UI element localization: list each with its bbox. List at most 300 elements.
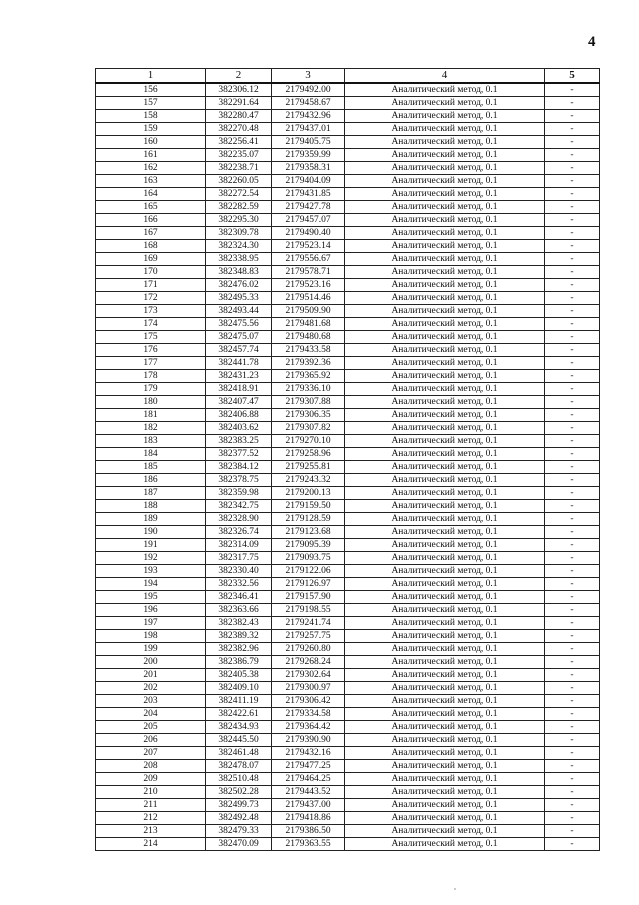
point-number-cell: 173 <box>96 305 206 318</box>
x-coordinate-cell: 382256.41 <box>206 136 272 149</box>
y-coordinate-cell: 2179418.86 <box>272 812 345 825</box>
y-coordinate-cell: 2179159.50 <box>272 500 345 513</box>
y-coordinate-cell: 2179464.25 <box>272 773 345 786</box>
point-number-cell: 159 <box>96 123 206 136</box>
y-coordinate-cell: 2179122.06 <box>272 565 345 578</box>
x-coordinate-cell: 382493.44 <box>206 305 272 318</box>
table-row <box>96 526 600 539</box>
description-cell: - <box>545 83 600 97</box>
x-coordinate-cell: 382282.59 <box>206 201 272 214</box>
method-cell: Аналитический метод, 0.1 <box>345 292 545 305</box>
y-coordinate-cell: 2179270.10 <box>272 435 345 448</box>
table-body <box>96 83 600 851</box>
table-row <box>96 136 600 149</box>
y-coordinate-cell: 2179404.09 <box>272 175 345 188</box>
method-cell: Аналитический метод, 0.1 <box>345 240 545 253</box>
description-cell: - <box>545 266 600 279</box>
point-number-cell: 176 <box>96 344 206 357</box>
point-number-cell: 209 <box>96 773 206 786</box>
y-coordinate-cell: 2179095.39 <box>272 539 345 552</box>
x-coordinate-cell: 382445.50 <box>206 734 272 747</box>
point-number-cell: 188 <box>96 500 206 513</box>
point-number-cell: 164 <box>96 188 206 201</box>
point-number-cell: 195 <box>96 591 206 604</box>
table-row <box>96 578 600 591</box>
x-coordinate-cell: 382478.07 <box>206 760 272 773</box>
table-row <box>96 240 600 253</box>
method-cell: Аналитический метод, 0.1 <box>345 760 545 773</box>
method-cell: Аналитический метод, 0.1 <box>345 500 545 513</box>
description-cell: - <box>545 734 600 747</box>
x-coordinate-cell: 382409.10 <box>206 682 272 695</box>
y-coordinate-cell: 2179481.68 <box>272 318 345 331</box>
method-cell: Аналитический метод, 0.1 <box>345 266 545 279</box>
x-coordinate-cell: 382403.62 <box>206 422 272 435</box>
x-coordinate-cell: 382383.25 <box>206 435 272 448</box>
point-number-cell: 178 <box>96 370 206 383</box>
table-row <box>96 734 600 747</box>
y-coordinate-cell: 2179492.00 <box>272 83 345 97</box>
description-cell: - <box>545 604 600 617</box>
y-coordinate-cell: 2179243.32 <box>272 474 345 487</box>
method-cell: Аналитический метод, 0.1 <box>345 799 545 812</box>
x-coordinate-cell: 382306.12 <box>206 83 272 97</box>
y-coordinate-cell: 2179509.90 <box>272 305 345 318</box>
table-row <box>96 214 600 227</box>
y-coordinate-cell: 2179268.24 <box>272 656 345 669</box>
method-cell: Аналитический метод, 0.1 <box>345 175 545 188</box>
description-cell: - <box>545 253 600 266</box>
description-cell: - <box>545 825 600 838</box>
point-number-cell: 211 <box>96 799 206 812</box>
method-cell: Аналитический метод, 0.1 <box>345 331 545 344</box>
description-cell: - <box>545 669 600 682</box>
description-cell: - <box>545 656 600 669</box>
point-number-cell: 172 <box>96 292 206 305</box>
point-number-cell: 162 <box>96 162 206 175</box>
x-coordinate-cell: 382342.75 <box>206 500 272 513</box>
x-coordinate-cell: 382405.38 <box>206 669 272 682</box>
table-row <box>96 669 600 682</box>
point-number-cell: 194 <box>96 578 206 591</box>
table-row <box>96 474 600 487</box>
y-coordinate-cell: 2179336.10 <box>272 383 345 396</box>
table-row <box>96 513 600 526</box>
point-number-cell: 161 <box>96 149 206 162</box>
table-row <box>96 162 600 175</box>
point-number-cell: 189 <box>96 513 206 526</box>
table-row <box>96 461 600 474</box>
point-number-cell: 165 <box>96 201 206 214</box>
method-cell: Аналитический метод, 0.1 <box>345 370 545 383</box>
x-coordinate-cell: 382502.28 <box>206 786 272 799</box>
y-coordinate-cell: 2179157.90 <box>272 591 345 604</box>
y-coordinate-cell: 2179477.25 <box>272 760 345 773</box>
description-cell: - <box>545 214 600 227</box>
y-coordinate-cell: 2179307.88 <box>272 396 345 409</box>
point-number-cell: 174 <box>96 318 206 331</box>
table-row <box>96 773 600 786</box>
description-cell: - <box>545 591 600 604</box>
method-cell: Аналитический метод, 0.1 <box>345 201 545 214</box>
description-cell: - <box>545 240 600 253</box>
method-cell: Аналитический метод, 0.1 <box>345 695 545 708</box>
method-cell: Аналитический метод, 0.1 <box>345 448 545 461</box>
description-cell: - <box>545 149 600 162</box>
description-cell: - <box>545 318 600 331</box>
y-coordinate-cell: 2179392.36 <box>272 357 345 370</box>
y-coordinate-cell: 2179457.07 <box>272 214 345 227</box>
y-coordinate-cell: 2179405.75 <box>272 136 345 149</box>
method-cell: Аналитический метод, 0.1 <box>345 552 545 565</box>
method-cell: Аналитический метод, 0.1 <box>345 474 545 487</box>
table-row <box>96 383 600 396</box>
description-cell: - <box>545 526 600 539</box>
method-cell: Аналитический метод, 0.1 <box>345 630 545 643</box>
table-row <box>96 799 600 812</box>
table-row <box>96 357 600 370</box>
y-coordinate-cell: 2179126.97 <box>272 578 345 591</box>
point-number-cell: 201 <box>96 669 206 682</box>
x-coordinate-cell: 382461.48 <box>206 747 272 760</box>
point-number-cell: 168 <box>96 240 206 253</box>
point-number-cell: 183 <box>96 435 206 448</box>
y-coordinate-cell: 2179458.67 <box>272 97 345 110</box>
method-cell: Аналитический метод, 0.1 <box>345 617 545 630</box>
method-cell: Аналитический метод, 0.1 <box>345 604 545 617</box>
description-cell: - <box>545 383 600 396</box>
table-row <box>96 682 600 695</box>
method-cell: Аналитический метод, 0.1 <box>345 734 545 747</box>
table-row <box>96 565 600 578</box>
method-cell: Аналитический метод, 0.1 <box>345 110 545 123</box>
y-coordinate-cell: 2179306.35 <box>272 409 345 422</box>
method-cell: Аналитический метод, 0.1 <box>345 396 545 409</box>
table-row <box>96 448 600 461</box>
method-cell: Аналитический метод, 0.1 <box>345 539 545 552</box>
x-coordinate-cell: 382382.96 <box>206 643 272 656</box>
method-cell: Аналитический метод, 0.1 <box>345 227 545 240</box>
x-coordinate-cell: 382377.52 <box>206 448 272 461</box>
y-coordinate-cell: 2179359.99 <box>272 149 345 162</box>
x-coordinate-cell: 382272.54 <box>206 188 272 201</box>
table-row <box>96 812 600 825</box>
x-coordinate-cell: 382330.40 <box>206 565 272 578</box>
method-cell: Аналитический метод, 0.1 <box>345 357 545 370</box>
x-coordinate-cell: 382332.56 <box>206 578 272 591</box>
y-coordinate-cell: 2179300.97 <box>272 682 345 695</box>
x-coordinate-cell: 382499.73 <box>206 799 272 812</box>
y-coordinate-cell: 2179556.67 <box>272 253 345 266</box>
point-number-cell: 185 <box>96 461 206 474</box>
point-number-cell: 203 <box>96 695 206 708</box>
point-number-cell: 205 <box>96 721 206 734</box>
x-coordinate-cell: 382280.47 <box>206 110 272 123</box>
table-row <box>96 370 600 383</box>
y-coordinate-cell: 2179433.58 <box>272 344 345 357</box>
description-cell: - <box>545 812 600 825</box>
point-number-cell: 202 <box>96 682 206 695</box>
point-number-cell: 190 <box>96 526 206 539</box>
description-cell: - <box>545 539 600 552</box>
y-coordinate-cell: 2179431.85 <box>272 188 345 201</box>
x-coordinate-cell: 382378.75 <box>206 474 272 487</box>
description-cell: - <box>545 786 600 799</box>
scan-speck <box>454 888 456 890</box>
point-number-cell: 171 <box>96 279 206 292</box>
description-cell: - <box>545 201 600 214</box>
table-row <box>96 318 600 331</box>
point-number-cell: 166 <box>96 214 206 227</box>
table-row <box>96 539 600 552</box>
y-coordinate-cell: 2179390.90 <box>272 734 345 747</box>
description-cell: - <box>545 279 600 292</box>
point-number-cell: 158 <box>96 110 206 123</box>
x-coordinate-cell: 382386.79 <box>206 656 272 669</box>
x-coordinate-cell: 382470.09 <box>206 838 272 851</box>
table-row <box>96 188 600 201</box>
method-cell: Аналитический метод, 0.1 <box>345 279 545 292</box>
method-cell: Аналитический метод, 0.1 <box>345 162 545 175</box>
table-row <box>96 617 600 630</box>
description-cell: - <box>545 162 600 175</box>
x-coordinate-cell: 382411.19 <box>206 695 272 708</box>
table-row <box>96 292 600 305</box>
point-number-cell: 191 <box>96 539 206 552</box>
table-row <box>96 201 600 214</box>
x-coordinate-cell: 382317.75 <box>206 552 272 565</box>
point-number-cell: 204 <box>96 708 206 721</box>
description-cell: - <box>545 682 600 695</box>
method-cell: Аналитический метод, 0.1 <box>345 305 545 318</box>
table-row <box>96 695 600 708</box>
method-cell: Аналитический метод, 0.1 <box>345 318 545 331</box>
description-cell: - <box>545 461 600 474</box>
table-row <box>96 838 600 851</box>
method-cell: Аналитический метод, 0.1 <box>345 565 545 578</box>
table-row <box>96 643 600 656</box>
description-cell: - <box>545 370 600 383</box>
method-cell: Аналитический метод, 0.1 <box>345 656 545 669</box>
table-row <box>96 253 600 266</box>
table-row <box>96 123 600 136</box>
description-cell: - <box>545 409 600 422</box>
y-coordinate-cell: 2179363.55 <box>272 838 345 851</box>
method-cell: Аналитический метод, 0.1 <box>345 149 545 162</box>
description-cell: - <box>545 188 600 201</box>
method-cell: Аналитический метод, 0.1 <box>345 812 545 825</box>
y-coordinate-cell: 2179523.16 <box>272 279 345 292</box>
x-coordinate-cell: 382235.07 <box>206 149 272 162</box>
table-row <box>96 409 600 422</box>
y-coordinate-cell: 2179307.82 <box>272 422 345 435</box>
column-header-x: 2 <box>206 69 272 84</box>
table-row <box>96 435 600 448</box>
point-number-cell: 180 <box>96 396 206 409</box>
table-row <box>96 487 600 500</box>
method-cell: Аналитический метод, 0.1 <box>345 591 545 604</box>
x-coordinate-cell: 382314.09 <box>206 539 272 552</box>
table-row <box>96 825 600 838</box>
description-cell: - <box>545 552 600 565</box>
point-number-cell: 208 <box>96 760 206 773</box>
x-coordinate-cell: 382295.30 <box>206 214 272 227</box>
x-coordinate-cell: 382492.48 <box>206 812 272 825</box>
description-cell: - <box>545 227 600 240</box>
method-cell: Аналитический метод, 0.1 <box>345 513 545 526</box>
y-coordinate-cell: 2179198.55 <box>272 604 345 617</box>
method-cell: Аналитический метод, 0.1 <box>345 708 545 721</box>
y-coordinate-cell: 2179200.13 <box>272 487 345 500</box>
method-cell: Аналитический метод, 0.1 <box>345 344 545 357</box>
point-number-cell: 157 <box>96 97 206 110</box>
x-coordinate-cell: 382348.83 <box>206 266 272 279</box>
description-cell: - <box>545 721 600 734</box>
page-number: 4 <box>588 34 596 50</box>
table-row <box>96 97 600 110</box>
x-coordinate-cell: 382418.91 <box>206 383 272 396</box>
x-coordinate-cell: 382406.88 <box>206 409 272 422</box>
method-cell: Аналитический метод, 0.1 <box>345 97 545 110</box>
method-cell: Аналитический метод, 0.1 <box>345 214 545 227</box>
description-cell: - <box>545 110 600 123</box>
point-number-cell: 206 <box>96 734 206 747</box>
table-row <box>96 552 600 565</box>
y-coordinate-cell: 2179578.71 <box>272 266 345 279</box>
point-number-cell: 181 <box>96 409 206 422</box>
x-coordinate-cell: 382441.78 <box>206 357 272 370</box>
y-coordinate-cell: 2179306.42 <box>272 695 345 708</box>
y-coordinate-cell: 2179302.64 <box>272 669 345 682</box>
method-cell: Аналитический метод, 0.1 <box>345 682 545 695</box>
y-coordinate-cell: 2179358.31 <box>272 162 345 175</box>
point-number-cell: 184 <box>96 448 206 461</box>
x-coordinate-cell: 382270.48 <box>206 123 272 136</box>
method-cell: Аналитический метод, 0.1 <box>345 123 545 136</box>
x-coordinate-cell: 382434.93 <box>206 721 272 734</box>
description-cell: - <box>545 175 600 188</box>
x-coordinate-cell: 382359.98 <box>206 487 272 500</box>
x-coordinate-cell: 382476.02 <box>206 279 272 292</box>
x-coordinate-cell: 382260.05 <box>206 175 272 188</box>
x-coordinate-cell: 382384.12 <box>206 461 272 474</box>
description-cell: - <box>545 136 600 149</box>
point-number-cell: 179 <box>96 383 206 396</box>
method-cell: Аналитический метод, 0.1 <box>345 747 545 760</box>
y-coordinate-cell: 2179443.52 <box>272 786 345 799</box>
y-coordinate-cell: 2179364.42 <box>272 721 345 734</box>
x-coordinate-cell: 382475.07 <box>206 331 272 344</box>
description-cell: - <box>545 838 600 851</box>
y-coordinate-cell: 2179437.00 <box>272 799 345 812</box>
point-number-cell: 192 <box>96 552 206 565</box>
x-coordinate-cell: 382309.78 <box>206 227 272 240</box>
point-number-cell: 160 <box>96 136 206 149</box>
x-coordinate-cell: 382328.90 <box>206 513 272 526</box>
method-cell: Аналитический метод, 0.1 <box>345 669 545 682</box>
description-cell: - <box>545 487 600 500</box>
x-coordinate-cell: 382422.61 <box>206 708 272 721</box>
method-cell: Аналитический метод, 0.1 <box>345 461 545 474</box>
method-cell: Аналитический метод, 0.1 <box>345 136 545 149</box>
table-row <box>96 396 600 409</box>
description-cell: - <box>545 474 600 487</box>
table-row <box>96 110 600 123</box>
table-row <box>96 83 600 97</box>
point-number-cell: 182 <box>96 422 206 435</box>
x-coordinate-cell: 382431.23 <box>206 370 272 383</box>
method-cell: Аналитический метод, 0.1 <box>345 409 545 422</box>
x-coordinate-cell: 382238.71 <box>206 162 272 175</box>
x-coordinate-cell: 382291.64 <box>206 97 272 110</box>
y-coordinate-cell: 2179523.14 <box>272 240 345 253</box>
description-cell: - <box>545 396 600 409</box>
table-row <box>96 149 600 162</box>
x-coordinate-cell: 382479.33 <box>206 825 272 838</box>
method-cell: Аналитический метод, 0.1 <box>345 487 545 500</box>
description-cell: - <box>545 331 600 344</box>
table-row <box>96 630 600 643</box>
method-cell: Аналитический метод, 0.1 <box>345 188 545 201</box>
point-number-cell: 169 <box>96 253 206 266</box>
y-coordinate-cell: 2179365.92 <box>272 370 345 383</box>
point-number-cell: 200 <box>96 656 206 669</box>
y-coordinate-cell: 2179480.68 <box>272 331 345 344</box>
point-number-cell: 199 <box>96 643 206 656</box>
y-coordinate-cell: 2179093.75 <box>272 552 345 565</box>
x-coordinate-cell: 382346.41 <box>206 591 272 604</box>
table-row <box>96 721 600 734</box>
method-cell: Аналитический метод, 0.1 <box>345 383 545 396</box>
method-cell: Аналитический метод, 0.1 <box>345 786 545 799</box>
point-number-cell: 177 <box>96 357 206 370</box>
description-cell: - <box>545 422 600 435</box>
description-cell: - <box>545 500 600 513</box>
y-coordinate-cell: 2179427.78 <box>272 201 345 214</box>
coordinates-table <box>95 68 600 851</box>
method-cell: Аналитический метод, 0.1 <box>345 825 545 838</box>
description-cell: - <box>545 760 600 773</box>
method-cell: Аналитический метод, 0.1 <box>345 773 545 786</box>
point-number-cell: 186 <box>96 474 206 487</box>
column-header-point-number: 1 <box>96 69 206 84</box>
point-number-cell: 213 <box>96 825 206 838</box>
x-coordinate-cell: 382475.56 <box>206 318 272 331</box>
description-cell: - <box>545 357 600 370</box>
table-row <box>96 708 600 721</box>
column-header-description: 5 <box>545 69 600 84</box>
y-coordinate-cell: 2179514.46 <box>272 292 345 305</box>
x-coordinate-cell: 382363.66 <box>206 604 272 617</box>
description-cell: - <box>545 695 600 708</box>
description-cell: - <box>545 344 600 357</box>
description-cell: - <box>545 578 600 591</box>
table-row <box>96 266 600 279</box>
method-cell: Аналитический метод, 0.1 <box>345 422 545 435</box>
point-number-cell: 170 <box>96 266 206 279</box>
table-row <box>96 331 600 344</box>
table-row <box>96 747 600 760</box>
y-coordinate-cell: 2179128.59 <box>272 513 345 526</box>
y-coordinate-cell: 2179241.74 <box>272 617 345 630</box>
y-coordinate-cell: 2179123.68 <box>272 526 345 539</box>
y-coordinate-cell: 2179334.58 <box>272 708 345 721</box>
point-number-cell: 175 <box>96 331 206 344</box>
point-number-cell: 207 <box>96 747 206 760</box>
point-number-cell: 198 <box>96 630 206 643</box>
description-cell: - <box>545 513 600 526</box>
method-cell: Аналитический метод, 0.1 <box>345 838 545 851</box>
